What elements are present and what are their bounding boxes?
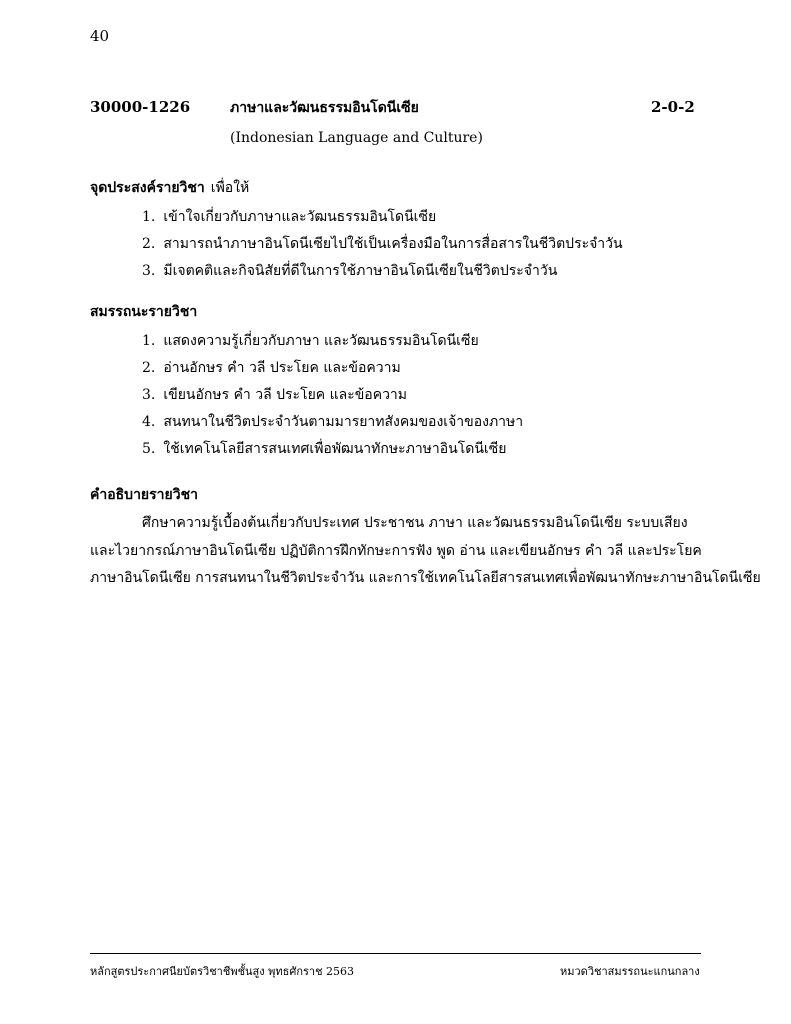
description-line: ภาษาอินโดนีเซีย การสนทนาในชีวิตประจำวัน และการใช้เทคโนโลยีสารสนเทศเพื่อพัฒนาทักษะภาษาอินโดนีเซีย [90,570,761,586]
description-line: และไวยากรณ์ภาษาอินโดนีเซีย ปฏิบัติการฝึกทักษะการฟัง พูด อ่าน และเขียนอักษร คำ วลี และประโยค [90,543,702,559]
objective-text: เข้าใจเกี่ยวกับภาษาและวัฒนธรรมอินโดนีเซีย [163,209,437,225]
competency-number: 5. [142,441,156,457]
competency-text: เขียนอักษร คำ วลี ประโยค และข้อความ [163,387,408,403]
course-title-thai: ภาษาและวัฒนธรรมอินโดนีเซีย [230,100,419,116]
course-code: 30000-1226 [90,98,191,116]
objectives-heading-suffix: เพื่อให้ [210,180,250,196]
objective-text: สามารถนำภาษาอินโดนีเซียไปใช้เป็นเครื่องมือในการสื่อสารในชีวิตประจำวัน [163,236,623,252]
competency-number: 2. [142,360,156,376]
competency-number: 4. [142,414,156,430]
competency-text: อ่านอักษร คำ วลี ประโยค และข้อความ [163,360,401,376]
competency-item [142,357,401,379]
competency-item [142,384,407,406]
competency-item [142,438,506,460]
description-line: ศึกษาความรู้เบื้องต้นเกี่ยวกับประเทศ ประชาชน ภาษา และวัฒนธรรมอินโดนีเซีย ระบบเสียง [142,515,688,531]
objective-text: มีเจตคติและกิจนิสัยที่ดีในการใช้ภาษาอินโดนีเซียในชีวิตประจำวัน [163,263,558,279]
competency-number: 3. [142,387,156,403]
competencies-heading: สมรรถนะรายวิชา [90,304,198,320]
objective-item [142,206,436,228]
footer-category: หมวดวิชาสมรรถนะแกนกลาง [560,965,700,978]
objective-number: 2. [142,236,156,252]
competency-text: สนทนาในชีวิตประจำวันตามมารยาทสังคมของเจ้าของภาษา [163,414,524,430]
course-title-english: (Indonesian Language and Culture) [230,130,483,146]
competency-text: ใช้เทคโนโลยีสารสนเทศเพื่อพัฒนาทักษะภาษาอินโดนีเซีย [163,441,507,457]
objective-item [142,260,557,282]
competency-text: แสดงความรู้เกี่ยวกับภาษา และวัฒนธรรมอินโดนีเซีย [163,333,479,349]
course-credits: 2-0-2 [651,98,695,116]
description-heading: คำอธิบายรายวิชา [90,487,198,503]
objective-number: 3. [142,263,156,279]
footer-divider [90,953,701,954]
footer-curriculum: หลักสูตรประกาศนียบัตรวิชาชีพชั้นสูง พุทธศักราช 2563 [90,965,355,978]
competency-number: 1. [142,333,156,349]
page-number: 40 [90,27,110,45]
objectives-heading [90,177,249,199]
competency-item [142,411,523,433]
competency-item [142,330,479,352]
objective-item [142,233,623,255]
objectives-heading-label: จุดประสงค์รายวิชา [90,180,205,196]
objective-number: 1. [142,209,156,225]
